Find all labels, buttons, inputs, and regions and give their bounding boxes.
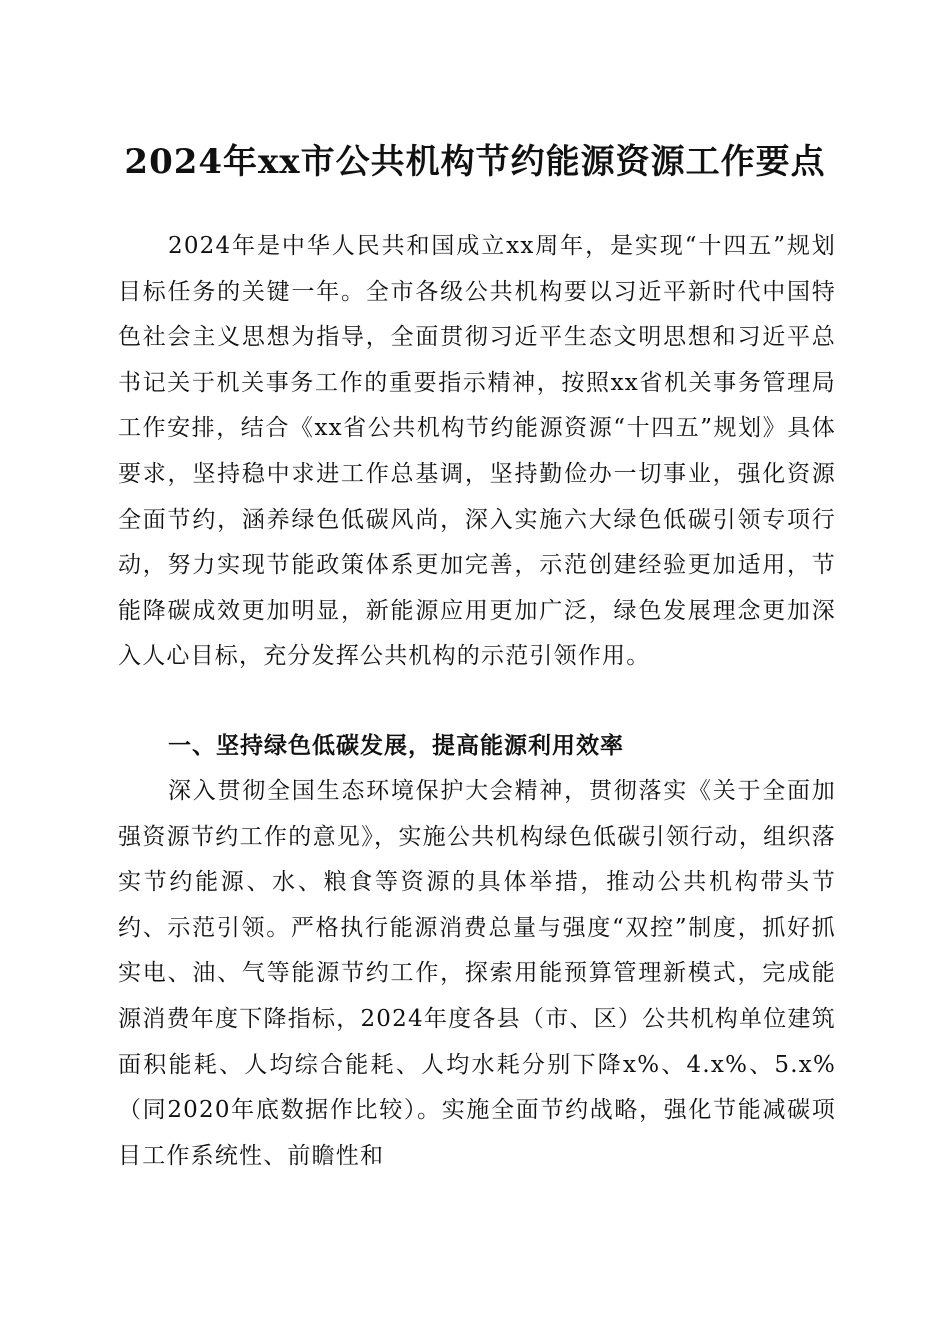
document-title: 2024年xx市公共机构节约能源资源工作要点 — [124, 142, 826, 182]
section-1-block — [118, 769, 836, 1179]
section-1-heading: 一、坚持绿色低碳发展，提高能源利用效率 — [168, 733, 624, 759]
intro-block — [118, 224, 836, 680]
section-1-paragraph: 深入贯彻全国生态环境保护大会精神，贯彻落实《关于全面加强资源节约工作的意见》，实施公共机构绿色低碳引领行动，组织落实节约能源、水、粮食等资源的具体举措，推动公共机构带头节约、示范引领。严格执行能源消费总量与强度“双控”制度，抓好抓实电、油、气等能源节约工作，探索用能预算管理新模式，完成能源消费年度下降指标，2024年度各县（市、区）公共机构单位建筑面积能耗、人均综合能耗、人均水耗分别下降x%、4.x%、5.x%（同2020年底数据作比较）。实施全面节约战略，强化节能减碳项目工作系统性、前瞻性和 — [118, 778, 837, 1169]
intro-paragraph: 2024年是中华人民共和国成立xx周年，是实现“十四五”规划目标任务的关键一年。全市各级公共机构要以习近平新时代中国特色社会主义思想为指导，全面贯彻习近平生态文明思想和习近平总书记关于机关事务工作的重要指示精神，按照xx省机关事务管理局工作安排，结合《xx省公共机构节约能源资源“十四五”规划》具体要求，坚持稳中求进工作总基调，坚持勤俭办一切事业，强化资源全面节约，涵养绿色低碳风尚，深入实施六大绿色低碳引领专项行动，努力实现节能政策体系更加完善，示范创建经验更加适用，节能降碳成效更加明显，新能源应用更加广泛，绿色发展理念更加深入人心目标，充分发挥公共机构的示范引领作用。 — [118, 233, 836, 670]
